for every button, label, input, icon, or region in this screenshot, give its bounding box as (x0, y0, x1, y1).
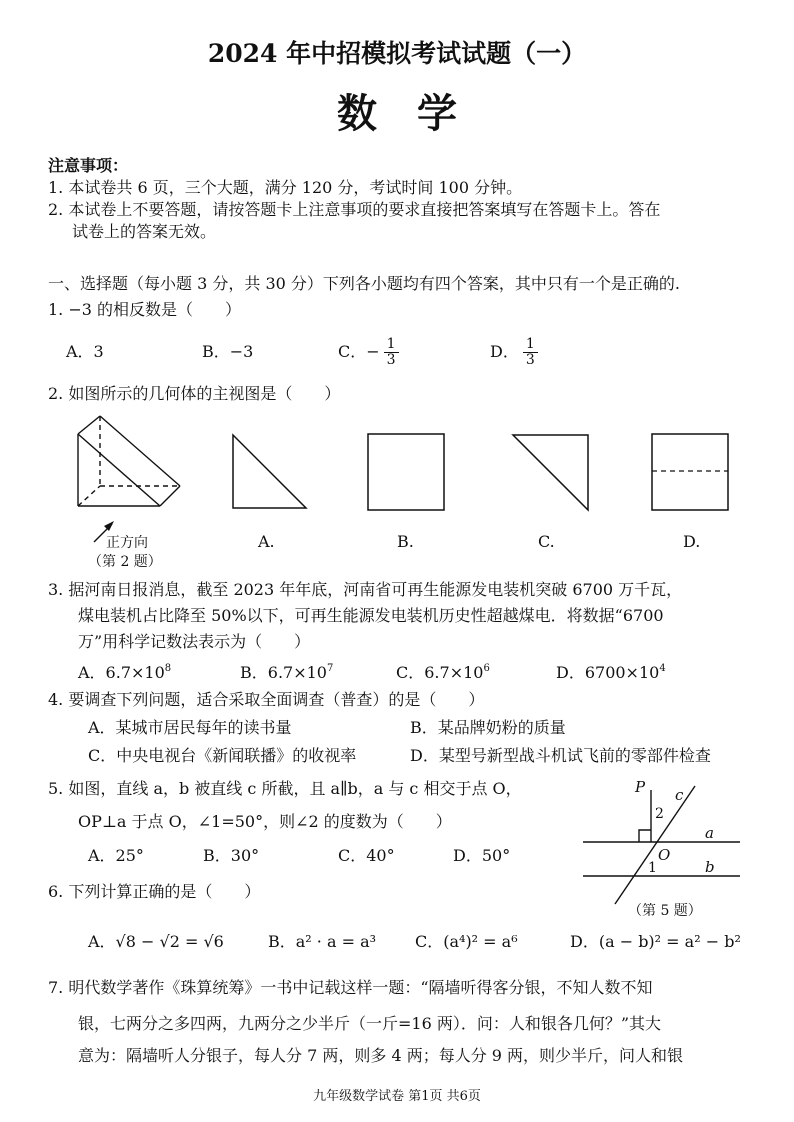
fraction-numerator: 1 (523, 337, 538, 353)
q3-option-b (240, 664, 333, 681)
question-2-stem: 2. 如图所示的几何体的主视图是（ ） (48, 384, 341, 403)
fraction-denominator: 3 (525, 351, 535, 368)
parallel-lines-figure (575, 776, 745, 906)
label-P: P (635, 778, 646, 796)
fraction-numerator: 1 (384, 337, 399, 353)
option-base: C．6.7×10 (396, 663, 484, 682)
label-a: a (705, 824, 714, 842)
figure-option-b-label: B. (397, 532, 414, 551)
q1-option-d-label: D． (490, 342, 519, 361)
question-7-line-1: 7. 明代数学著作《珠算统筹》一书中记载这样一题：“隔墙听得客分银，不知人数不知 (48, 978, 653, 997)
question-7-line-2: 银，七两分之多四两，九两分之少半斤（一斤=16 两）．问：人和银各几何？”其大 (78, 1014, 662, 1033)
label-b: b (705, 858, 715, 876)
q6-option-b: B．a² · a = a³ (268, 932, 377, 951)
q1-option-d (490, 332, 538, 372)
q1-option-d-fraction (523, 337, 538, 367)
figure-2-caption: （第 2 题） (88, 554, 162, 570)
question-3-line-3: 万”用科学记数法表示为（ ） (78, 632, 311, 651)
option-a-triangle-figure (230, 432, 310, 512)
q1-option-c-sign: − (366, 342, 380, 361)
q1-option-c (338, 332, 399, 372)
option-c-triangle-figure (510, 432, 592, 514)
option-b-square-figure (366, 432, 448, 514)
direction-label: 正方向 (106, 535, 148, 551)
q1-option-c-fraction (384, 337, 399, 367)
question-7-line-3: 意为：隔墙听人分银子，每人分 7 两，则多 4 两；每人分 9 两，则少半斤，问人和银 (78, 1046, 684, 1065)
label-angle-2: 2 (655, 806, 664, 822)
subject-title: 数学 (337, 90, 497, 137)
label-O: O (658, 846, 671, 864)
option-d-dashed-square-figure (650, 432, 732, 514)
option-base: B．6.7×10 (240, 663, 327, 682)
section-heading: 一、选择题（每小题 3 分，共 30 分）下列各小题均有四个答案，其中只有一个是正确的. (48, 274, 680, 293)
label-angle-1: 1 (648, 860, 657, 876)
option-exponent: 6 (483, 663, 490, 674)
q4-option-b: B．某品牌奶粉的质量 (410, 718, 566, 737)
page-footer: 九年级数学试卷 第1页 共6页 (313, 1089, 481, 1104)
q1-option-a: A．3 (66, 342, 104, 361)
q5-option-c: C．40° (338, 846, 395, 865)
q6-option-d: D．(a − b)² = a² − b² (570, 932, 741, 951)
option-base: A．6.7×10 (78, 663, 165, 682)
fraction-denominator: 3 (386, 351, 396, 368)
q5-option-a: A．25° (88, 846, 144, 865)
q3-option-a (78, 664, 171, 681)
question-3-line-2: 煤电装机占比降至 50%以下，可再生能源发电装机历史性超越煤电．将数据“6700 (78, 606, 664, 625)
question-5-line-1: 5. 如图，直线 a，b 被直线 c 所截，且 a∥b，a 与 c 相交于点 O， (48, 779, 522, 798)
q5-option-d: D．50° (453, 846, 511, 865)
question-5-line-2: OP⊥a 于点 O，∠1=50°，则∠2 的度数为（ ） (78, 812, 452, 831)
notes-item-2: 2. 本试卷上不要答题，请按答题卡上注意事项的要求直接把答案填写在答题卡上。答在 (48, 200, 661, 219)
q3-option-c (396, 664, 490, 681)
question-3-line-1: 3. 据河南日报消息，截至 2023 年年底，河南省可再生能源发电装机突破 6700 万千瓦， (48, 580, 683, 599)
option-exponent: 8 (164, 663, 172, 674)
figure-option-d-label: D. (683, 532, 701, 551)
figure-option-c-label: C. (538, 532, 555, 551)
q6-option-a: A．√8 − √2 = √6 (88, 932, 224, 951)
question-4-stem: 4. 要调查下列问题，适合采取全面调查（普查）的是（ ） (48, 690, 485, 709)
prism-figure (70, 412, 195, 522)
option-base: D．6700×10 (556, 663, 660, 682)
q3-option-d (556, 664, 666, 681)
option-exponent: 7 (326, 663, 334, 674)
notes-item-1: 1. 本试卷共 6 页，三个大题，满分 120 分，考试时间 100 分钟。 (48, 178, 523, 197)
q4-option-a: A．某城市居民每年的读书量 (88, 718, 292, 737)
figure-option-a-label: A. (258, 532, 275, 551)
q1-option-b: B．−3 (202, 342, 254, 361)
q4-option-d: D．某型号新型战斗机试飞前的零部件检查 (410, 746, 711, 765)
q4-option-c: C．中央电视台《新闻联播》的收视率 (88, 746, 357, 765)
question-6-stem: 6. 下列计算正确的是（ ） (48, 882, 261, 901)
q1-option-c-label: C． (338, 342, 367, 361)
label-c: c (675, 786, 684, 804)
figure-5-caption: （第 5 题） (628, 903, 702, 919)
option-exponent: 4 (659, 663, 666, 674)
question-1-stem: 1. −3 的相反数是（ ） (48, 300, 242, 319)
notes-heading: 注意事项： (48, 156, 129, 175)
notes-item-2-cont: 试卷上的答案无效。 (72, 222, 217, 241)
exam-title: 2024 年中招模拟考试试题（一） (207, 39, 587, 68)
q5-option-b: B．30° (203, 846, 260, 865)
q6-option-c: C．(a⁴)² = a⁶ (415, 932, 518, 951)
